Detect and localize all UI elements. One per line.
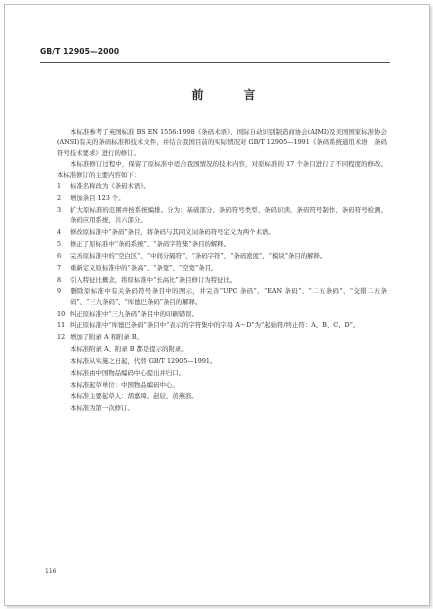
item-text: 增加条目 123 个。	[70, 194, 125, 203]
revision-item	[57, 239, 387, 249]
revision-item	[57, 332, 387, 342]
closing-line: 本标准由中国物品编码中心提出并归口。	[70, 368, 186, 377]
foreword-body	[57, 127, 387, 415]
closing-line: 本标准主要起草人：胡嘉璋、赵辰、黄燕滨。	[70, 392, 198, 401]
item-text: 引入特征比概念，将原标准中“长高比”条目修订为特征比。	[70, 275, 237, 284]
item-number: 7	[57, 263, 62, 272]
closing-line: 本标准为第一次修订。	[70, 404, 134, 413]
item-text: 重新定义原标准中的“条高”、“条宽”、“空宽”条目。	[70, 263, 218, 272]
item-number: 2	[57, 194, 62, 203]
revision-item	[57, 309, 387, 319]
intro-paragraph: 本标准参考了英国标准 BS EN 1556:1998《条码术语》、国际自动识别制造商协会(AIMI)及美国国家标准协会(ANSI)有关的条码标准和技术文件，并结合我国目前的实际情况对 GB/T 12905—1991《条码系统通用术语 条码符号技术要求》进行的修订。	[57, 128, 387, 157]
item-number: 9	[57, 287, 62, 296]
item-text: 扩大原标准的范围并按系统编排。分为：基础部分、条码符号类型、条码识读、条码符号制作、条码符号检测、条码应用系统，共六部分。	[70, 206, 387, 225]
item-text: 删除原标准中有关条码符号条目中的图示，并完善“UPC 条码”、“EAN 条码”、“二五条码”、“交错二五条码”、“三九条码”、“库德巴条码”条目的解释。	[70, 287, 387, 306]
intro-paragraph: 本标准修订过程中，保留了原标准中适合我国情况的技术内容，对原标准的 17 个条目进行了不同程度的修改。本标准修订的主要内容如下：	[57, 160, 387, 179]
item-text: 修改原标准中“条码”条目，将条码与其同义词条码符号定义为两个术语。	[70, 228, 275, 237]
item-text: 纠正原标准中“三九条码”条目中的印刷错误。	[70, 309, 198, 318]
revision-item	[57, 275, 387, 285]
revision-item	[57, 320, 387, 330]
item-number: 4	[57, 228, 62, 237]
item-number: 11	[57, 321, 66, 330]
item-number: 12	[57, 333, 66, 342]
item-text: 标准名称改为《条码术语》。	[70, 182, 150, 191]
revision-item	[57, 227, 387, 237]
page-title: 前 言	[191, 88, 270, 102]
closing-line: 本标准起草单位：中国物品编码中心。	[70, 380, 179, 389]
revision-item	[57, 205, 387, 226]
revision-item	[57, 251, 387, 261]
revision-item	[57, 181, 387, 191]
item-number: 6	[57, 251, 62, 260]
closing-line: 本标准附录 A、附录 B 都是提示的附录。	[70, 345, 188, 354]
item-text: 修正了原标准中“条码系统”、“条码字符集”条目的解释。	[70, 240, 231, 249]
revision-item	[57, 263, 387, 273]
header-rule	[40, 62, 390, 63]
item-text: 增加了附录 A 和附录 B。	[70, 333, 143, 342]
item-number: 5	[57, 240, 62, 249]
item-number: 1	[57, 182, 62, 191]
page-number: 116	[45, 568, 57, 575]
item-number: 3	[57, 206, 62, 215]
item-number: 10	[57, 309, 66, 318]
item-text: 完善原标准中的“空白区”、“中间分隔符”、“条码字符”、“条码密度”、“模块”条目的解释。	[70, 251, 327, 260]
revision-item	[57, 286, 387, 307]
closing-line: 本标准从实施之日起，代替 GB/T 12905—1991。	[70, 356, 217, 365]
item-number: 8	[57, 275, 62, 284]
standard-code-header: GB/T 12905—2000	[40, 47, 120, 56]
revision-item	[57, 193, 387, 203]
item-text: 纠正原标准中“库德巴条码”条目中“表示的字符集中的字母 A～D”为“起始符/终止符：A、B、C、D”。	[70, 321, 360, 330]
